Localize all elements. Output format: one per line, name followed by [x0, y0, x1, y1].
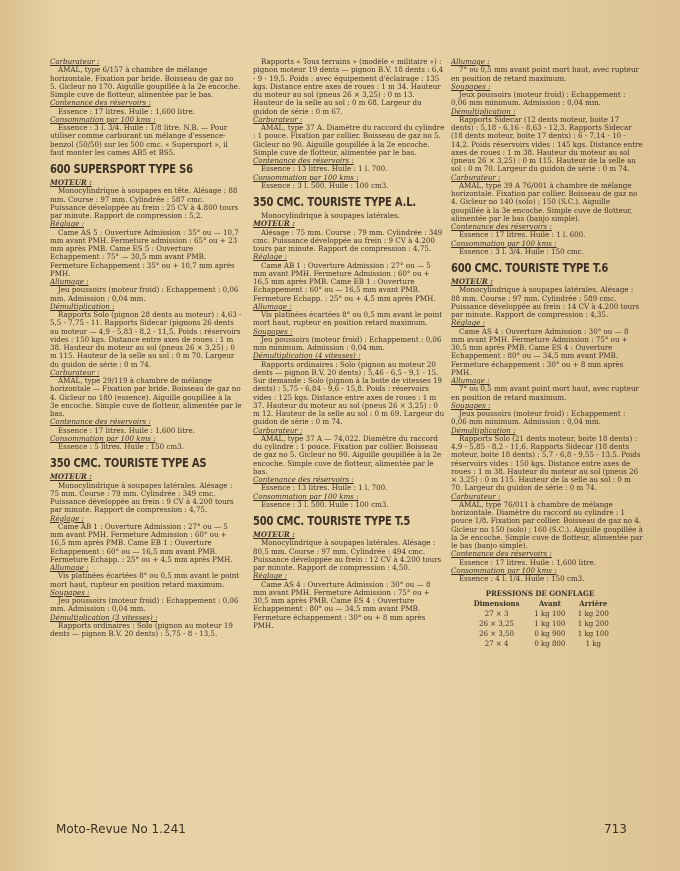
paragraph: Alésage : 75 mm. Course : 79 mm. Cylindrée : 349 cmc. Puissance développée au frein : 9 CV à 4.200 tours par minute. Rapport de compression : 4,75. [253, 227, 443, 253]
section-heading: Consommation par 100 kms : [50, 433, 156, 443]
header-front: Avant [538, 599, 561, 609]
tire-pressure-title: PRESSIONS DE GONFLAGE [485, 589, 595, 599]
paragraph: AMAL, type 29/119 à chambre de mélange horizontale — Fixation par bride. Boisseau de gaz no 4. Gicleur no 180 (essence). Aiguille goupillée à la 3e encoche. Simple cuve de flotteur, alimentée par le bas. [50, 376, 242, 418]
cell: 1 kg 200 [577, 610, 609, 619]
paragraph: Jeu poussoirs (moteur froid) : Echappement : 0,06 mm. Admission : 0,04 mm. [50, 596, 239, 614]
model-title: 350 CMC. TOURISTE TYPE A.L. [253, 195, 416, 209]
section-heading: Démultiplication : [451, 106, 516, 116]
section-heading: Carburateur : [253, 425, 303, 435]
header-dimensions: Dimensions [473, 599, 520, 609]
paragraph: Essence : 3 l. 500. Huile : 100 cm3. [261, 180, 389, 190]
column-3 [451, 58, 643, 649]
paragraph: Rapports Solo (21 dents moteur, boite 18 dents) : 4,9 - 5,85 - 8,2 - 11,6. Rapports Sidecar (18 dents moteur, boite 18 dents) : 5,7 - 6,8 - 9,55 - 13,5. Poids réservoirs vides : 150 kgs. Distance entre axes de roues : 1 m 38. Hauteur du moteur au sol (pneus 26 × 3,25) : 0 m 115. Hauteur de la selle au sol : 0 m 70. Largeur du guidon de série : 0 m 74. [451, 433, 641, 493]
cell: 27 × 3 [484, 610, 509, 619]
cell: 26 × 3,25 [479, 620, 514, 629]
paragraph: Jeux poussoirs (moteur froid) : Echappement : 0,06 mm minimum. Admission : 0,04 mm. [451, 409, 626, 427]
model-title: 350 CMC. TOURISTE TYPE AS [50, 456, 207, 471]
paragraph: Essence : 13 litres. Huile : 1 l. 700. [261, 164, 388, 174]
section-heading: Contenance des réservoirs : [451, 222, 552, 231]
section-heading: Soupapes : [253, 326, 293, 336]
section-heading: Soupapes : [50, 587, 90, 597]
section-heading: Réglage : [253, 252, 287, 262]
paragraph: Came AS 4 : Ouverture Admission : 30° ou — 8 mm avant PMH. Fermeture Admission : 75° ou + 30,5 mm après PMB. Came ES 4 : Ouverture Echappement : 80° ou — 34,5 mm avant PMB. Fermeture échappement : 30° ou + 8 mm après PMH. [253, 579, 431, 630]
paragraph: Rapports « Tous terrains » (modèle « militaire ») : pignon moteur 19 dents — pignon B.V. 18 dents : 6,4 - 9 - 19,5. Poids : avec équipement d'éclairage : 135 kgs. Distance entre axes de roues : 1 m 34. Hauteur du moteur au sol (pneus 26 × 3,25) : 0 m 13. Hauteur de la selle au sol : 0 m 68. Largeur du guidon de série : 0 m 67. [253, 57, 444, 116]
paragraph: Jeux poussoirs (moteur froid) : Echappement : 0,06 mm minimum. Admission : 0,04 mm. [451, 90, 626, 108]
section-heading: Démultiplication (3 vitesses) : [50, 612, 158, 622]
paragraph: Came AS 4 : Ouverture Admission : 30° ou — 8 mm avant PMH. Fermeture Admission : 75° ou + 30,5 mm après PMB. Came ES 4 : Ouverture Echappement : 80° ou — 34,5 mm avant PMB. Fermeture échappement : 30° ou + 8 mm après PMH. [451, 326, 629, 377]
sub-heading: MOTEUR : [253, 530, 295, 539]
paragraph: Rapports Solo (pignon 28 dents au moteur) : 4,63 - 5,5 - 7,75 - 11. Rapports Sidecar (pignons 26 dents au moteur — 4,9 - 5,83 - 8,2 - 11,5. Poids : réservoirs vides : 150 kgs. Distance entre axes de roues : 1 m 38. Hauteur du moteur au sol (pneus 26 × 3,25) : 0 m 115. Hauteur de la selle au sol : 0 m 70. Largeur du guidon de série : 0 m 74. [50, 310, 242, 369]
paragraph: Monocylindrique à soupapes latérales. Alésage : 80,5 mm. Course : 97 mm. Cylindrée : 494 cmc. Puissance développée au frein : 12 CV à 4.200 tours par minute. Rapport de compression : 4,50. [253, 538, 442, 572]
cell: 0 kg 900 [534, 630, 566, 639]
section-heading: Consommation par 100 kms : [451, 565, 557, 575]
paragraph: Jeu poussoirs (moteur froid) : Echappement : 0,06 mm. Admission : 0,04 mm. [50, 285, 239, 303]
cell: 1 kg [585, 640, 601, 649]
section-heading: Consommation par 100 kms : [253, 172, 359, 182]
paragraph: Came AS 5 : Ouverture Admission : 35° ou — 10,7 mm avant PMH. Fermeture admission : 65° ou + 23 mm après PMB. Came ES 5 : Ouverture Echappement : 75° — 30,5 mm avant PMB. Fermeture Echappement : 35° ou + 10,7 mm après PMH. [50, 227, 239, 278]
cell: 26 × 3,50 [479, 630, 514, 639]
paragraph: Essence : 3 l. 3/4. Huile : 1/8 litre. N.B. — Pour utiliser comme carburant un mélange d'essence-benzol (50/50) sur les 500 cmc. « Supersport », il faut monter les cames AB5 et BS5. [50, 123, 228, 157]
paragraph: 7° ou 0,5 mm avant point mort haut, avec rupteur en position de retard maximum. [451, 384, 639, 402]
section-heading: Démultiplication : [451, 425, 516, 435]
section-heading: Consommation par 100 kms : [50, 114, 156, 124]
table-row [465, 629, 615, 639]
magazine-footer: Moto-Revue No 1.241 [56, 822, 186, 836]
paragraph: Essence : 17 litres. Huile : 1,600 litre. [58, 106, 195, 116]
paragraph: Monocylindrique à soupapes latérales. [261, 211, 401, 220]
page-number: 713 [604, 822, 627, 836]
paragraph: AMAL, type 37 A — 74,022. Diamètre du raccord du cylindre : 1 pouce. Fixation par collier. Boisseau de gaz no 5. Gicleur no 90. Aiguille goupillée à la 2e encoche. Simple cuve de flotteur, alimentée par le bas. [253, 433, 442, 476]
sub-heading: MOTEUR : [451, 277, 493, 286]
paragraph: Came AB 1 : Ouverture Admission : 27° ou — 5 mm avant PMH. Fermeture Admission : 60° ou + 16,5 mm après PMB. Came EB 1 : Ouverture Echappement : 60° ou — 16,5 mm avant PMB. Fermeture Echapp. : 25° ou + 4,5 mm après PMH. [50, 521, 233, 564]
section-heading: Soupapes : [451, 400, 491, 410]
section-heading: Réglage : [451, 318, 485, 328]
paragraph: Monocylindrique à soupapes latérales. Alésage : 75 mm. Course : 79 mm. Cylindrée : 349 cmc. Puissance développée au frein : 9 CV à 4.200 tours par minute. Rapport de compression : 4,75. [50, 480, 234, 515]
section-heading: Soupapes : [451, 81, 491, 91]
section-heading: Consommation par 100 kms : [253, 491, 359, 501]
cell: 1 kg 100 [577, 630, 609, 639]
table-row [465, 619, 615, 629]
paragraph: Essence : 3 l. 500. Huile : 100 cm3. [261, 499, 389, 509]
paragraph: AMAL, type 6/157 à chambre de mélange horizontale. Fixation par bride. Boisseau de gaz no 5. Gicleur no 170. Aiguille goupillée à la 2e encoche. Simple cuve de flotteur, alimentée par le bas. [50, 65, 241, 99]
paragraph: AMAL, type 37 A. Diamètre du raccord du cylindre : 1 pouce. Fixation par collier. Boisseau de gaz no 5. Gicleur no 90. Aiguille goupillée à la 2e encoche. Simple cuve de flotteur, alimentée par le bas. [253, 123, 445, 157]
model-title: 500 CMC. TOURISTE TYPE T.5 [253, 514, 411, 528]
section-heading: Allumage : [253, 301, 292, 311]
table-row [465, 639, 615, 649]
section-heading: Réglage : [50, 219, 84, 229]
cell: 1 kg 200 [577, 620, 609, 629]
model-title: 600 CMC. TOURISTE TYPE T.6 [451, 261, 609, 275]
section-heading: Contenance des réservoirs : [50, 98, 151, 108]
section-heading: Contenance des réservoirs : [253, 156, 354, 165]
sub-heading: MOTEUR : [253, 219, 295, 229]
model-title: 600 SUPERSPORT TYPE S6 [50, 162, 193, 176]
paragraph: Vis platinées écartées 8° ou 0,5 mm avant le point mort haut, rupteur en position retard maximum. [50, 571, 240, 589]
sub-heading: MOTEUR : [50, 472, 92, 482]
paragraph: Essence : 17 litres. Huile : 1,600 litre. [58, 425, 195, 435]
section-heading: Allumage : [451, 376, 490, 385]
paragraph: Monocylindrique à soupapes latérales. Alésage : 88 mm. Course : 97 mm. Cylindrée : 589 cmc. Puissance développée au frein : 14 CV à 4.200 tours par minute. Rapport de compression : 4,35. [451, 285, 640, 319]
section-heading: Contenance des réservoirs : [50, 417, 151, 427]
paragraph: AMAL, type 76/011 à chambre de mélange horizontale. Diamètre du raccord au cylindre : 1 pouce 1/8. Fixation par collier. Boisseau de gaz no 4. Gicleur no 150 (solo) ; 160 (S.C.). Aiguille goupillée à la 3e encoche. Simple cuve de flotteur, alimentée par le bas (banjo simple). [451, 499, 643, 550]
header-rear: Arrière [579, 599, 608, 609]
column-2 [253, 58, 445, 630]
cell: 0 kg 800 [534, 640, 566, 649]
paragraph: Essence : 3 l. 3/4. Huile : 150 cmc. [459, 246, 584, 256]
paragraph: Rapports Sidecar (12 dents moteur, boite 17 dents) : 5,18 - 6,16 - 8,63 - 12,3. Rapports Sidecar (18 dents moteur, boite 17 dents) : 6 - 7,14 - 10 - 14,2. Poids réservoirs vides : 145 kgs. Distance entre axes de roues : 1 m 38. Hauteur du moteur au sol (pneus 26 × 3,25) : 0 m 115. Hauteur de la selle au sol : 0 m 70. Largeur du guidon de série : 0 m 74. [451, 114, 643, 174]
section-heading: Carburateur : [451, 491, 501, 501]
sub-heading: MOTEUR : [50, 178, 92, 187]
section-heading: Démultiplication : [50, 301, 115, 311]
column-3-body [451, 58, 643, 583]
section-heading: Contenance des réservoirs : [451, 549, 552, 559]
cell: 1 kg 100 [534, 620, 566, 629]
paragraph: Monocylindrique à soupapes en tête. Alésage : 88 mm. Course : 97 mm. Cylindrée : 587 cmc. Puissance développée au frein : 25 CV à 4.800 tours par minute. Rapport de compression : 5,2. [50, 186, 239, 220]
section-heading: Carburateur : [50, 57, 100, 66]
paragraph: Essence : 4 l. 1/4. Huile : 150 cm3. [459, 574, 585, 583]
paragraph: Essence : 17 litres. Huile : 1 l. 600. [459, 230, 586, 240]
section-heading: Carburateur : [451, 172, 501, 182]
paragraph: Rapports ordinaires : Solo (pignon au moteur 20 dents — pignon B.V. 20 dents) : 5,46 - 6,5 - 9,1 - 15. Sur demande : Solo (pignon à la boite de vitesses 19 dents) : 5,75 - 6,84 - 9,6 - 15,8. Poids : réservoirs vides : 125 kgs. Distance entre axes de roues : 1 m 37. Hauteur du moteur au sol (pneus 26 × 3,25) : 0 m 12. Hauteur de la selle au sol : 0 m 69. Largeur du guidon de série : 0 m 74. [253, 359, 445, 427]
section-heading: Consommation par 100 kms : [451, 238, 557, 248]
table-row [465, 609, 615, 619]
paragraph: Essence : 17 litres. Huile : 1,600 litre. [459, 557, 596, 567]
paragraph: 7° ou 0,5 mm avant point mort haut, avec rupteur en position de retard maximum. [451, 65, 639, 83]
cell: 1 kg 100 [534, 610, 566, 619]
column-1 [50, 58, 242, 638]
section-heading: Démultiplication (4 vitesses) : [253, 351, 361, 361]
section-heading: Allumage : [50, 563, 89, 572]
section-heading: Réglage : [253, 571, 287, 581]
section-heading: Carburateur : [50, 367, 100, 377]
section-heading: Carburateur : [253, 114, 303, 124]
cell: 27 × 4 [484, 640, 509, 649]
paragraph: Jeu poussoirs (moteur froid) : Echappement : 0,06 mm minimum. Admission : 0,04 mm. [253, 334, 442, 352]
paragraph: Vis platinées écartées 8° ou 0,5 mm avant le point mort haut, rupteur en position retard maximum. [253, 310, 443, 328]
section-heading: Allumage : [451, 57, 490, 66]
section-heading: Contenance des réservoirs : [253, 475, 354, 484]
paragraph: Came AB 1 : Ouverture Admission : 27° ou — 5 mm avant PMH. Fermeture Admission : 60° ou + 16,5 mm après PMB. Came EB 1 : Ouverture Echappement : 60° ou — 16,5 mm avant PMB. Fermeture Echapp. : 25° ou + 4,5 mm après PMH. [253, 260, 436, 303]
paragraph: Rapports ordinaires : Solo (pignon au moteur 19 dents — pignon B.V. 20 dents) : 5,75 - 8 - 13,5. [50, 620, 233, 638]
tire-pressure-table [465, 589, 615, 649]
section-heading: Allumage : [50, 277, 89, 286]
paragraph: Essence : 5 litres. Huile : 150 cm3. [58, 442, 184, 451]
paragraph: Essence : 13 litres. Huile : 1 l. 700. [261, 483, 388, 493]
paragraph: AMAL, type 39 A 76/001 à chambre de mélange horizontale. Fixation par collier. Boisseau de gaz no 4. Gicleur no 140 (solo) ; 150 (S.C.). Aiguille goupillée à la 3e encoche. Simple cuve de flotteur, alimentée par le bas (banjo simple). [451, 180, 638, 223]
section-heading: Réglage : [50, 513, 84, 523]
